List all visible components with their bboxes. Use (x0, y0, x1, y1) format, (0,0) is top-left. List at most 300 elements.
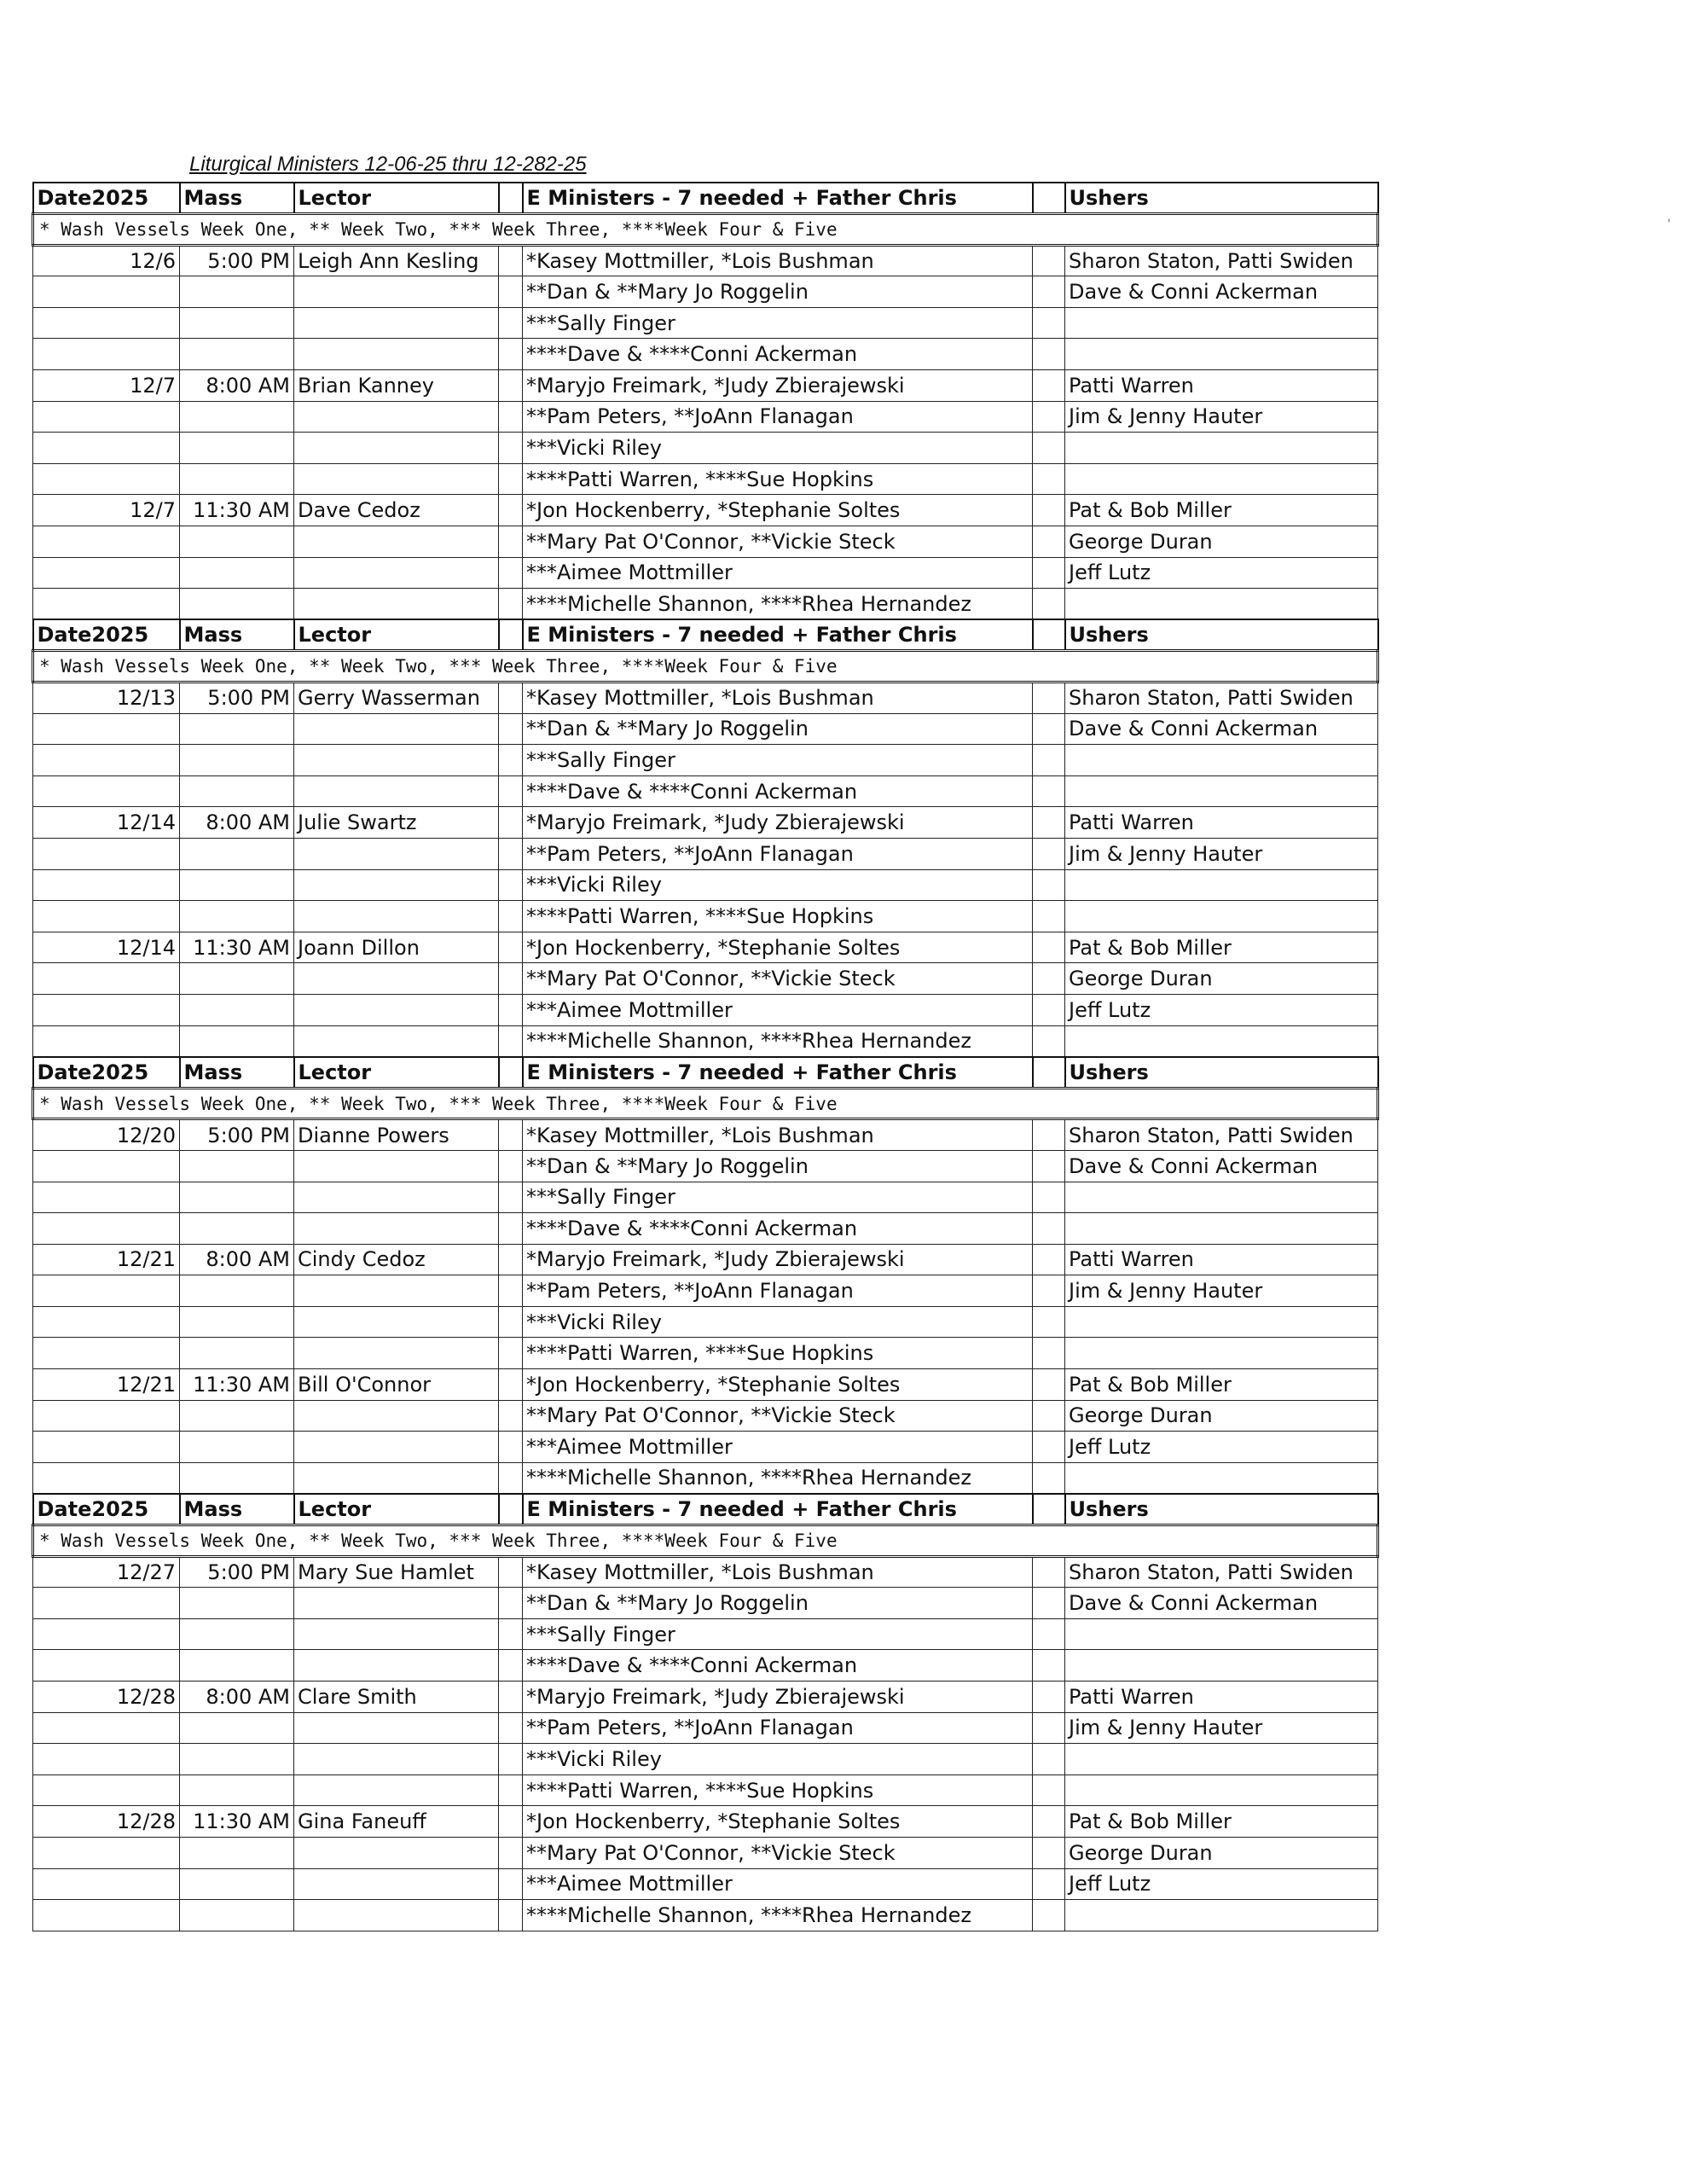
header-mass: Mass (180, 1494, 294, 1525)
empty-cell (294, 276, 499, 308)
mass-date: 12/27 (33, 1556, 180, 1588)
minister-names: *Jon Hockenberry, *Stephanie Soltes (523, 1806, 1033, 1838)
usher-names (1065, 1338, 1378, 1369)
header-lector: Lector (294, 1494, 499, 1525)
minister-names: ****Dave & ****Conni Ackerman (523, 339, 1033, 370)
minister-names: *Jon Hockenberry, *Stephanie Soltes (523, 1369, 1033, 1401)
mass-time: 5:00 PM (180, 682, 294, 714)
minister-names: ***Sally Finger (523, 307, 1033, 339)
spacer-cell (499, 1837, 523, 1868)
usher-names (1065, 1462, 1378, 1494)
minister-names: *Maryjo Freimark, *Judy Zbierajewski (523, 1244, 1033, 1275)
minister-names: **Pam Peters, **JoAnn Flanagan (523, 1275, 1033, 1307)
spacer-cell (499, 994, 523, 1025)
usher-names: Patti Warren (1065, 807, 1378, 839)
empty-cell (180, 1744, 294, 1775)
mass-time: 11:30 AM (180, 1369, 294, 1401)
spacer-cell (1033, 1338, 1065, 1369)
spacer-cell (499, 1182, 523, 1213)
table-row (33, 401, 1378, 433)
empty-cell (180, 1182, 294, 1213)
header-spacer (1033, 619, 1065, 651)
empty-cell (33, 463, 180, 495)
minister-names: ***Aimee Mottmiller (523, 1868, 1033, 1900)
empty-cell (33, 307, 180, 339)
minister-names: ****Patti Warren, ****Sue Hopkins (523, 901, 1033, 932)
header-ministers: E Ministers - 7 needed + Father Chris (523, 183, 1033, 214)
mass-date: 12/7 (33, 370, 180, 402)
usher-names (1065, 1774, 1378, 1806)
table-row (33, 963, 1378, 995)
empty-cell (180, 901, 294, 932)
spacer-cell (1033, 994, 1065, 1025)
usher-names (1065, 745, 1378, 776)
empty-cell (294, 589, 499, 620)
empty-cell (180, 1774, 294, 1806)
table-row (33, 589, 1378, 620)
header-ushers: Ushers (1065, 183, 1378, 214)
table-row (33, 1806, 1378, 1838)
empty-cell (180, 276, 294, 308)
usher-names: Pat & Bob Miller (1065, 1806, 1378, 1838)
minister-names: **Mary Pat O'Connor, **Vickie Steck (523, 963, 1033, 995)
empty-cell (294, 1900, 499, 1931)
empty-cell (294, 775, 499, 807)
spacer-cell (499, 682, 523, 714)
usher-names (1065, 775, 1378, 807)
table-row (33, 557, 1378, 589)
minister-names: ***Sally Finger (523, 1182, 1033, 1213)
spacer-cell (1033, 1900, 1065, 1931)
lector-name: Joann Dillon (294, 932, 499, 963)
minister-names: ****Dave & ****Conni Ackerman (523, 775, 1033, 807)
empty-cell (294, 1025, 499, 1057)
table-row (33, 713, 1378, 745)
table-row (33, 1275, 1378, 1307)
usher-names: Sharon Staton, Patti Swiden (1065, 245, 1378, 276)
empty-cell (180, 1025, 294, 1057)
spacer-cell (499, 869, 523, 901)
lector-name: Gerry Wasserman (294, 682, 499, 714)
empty-cell (180, 1275, 294, 1307)
empty-cell (180, 1213, 294, 1245)
empty-cell (180, 589, 294, 620)
usher-names (1065, 1618, 1378, 1650)
spacer-cell (499, 1618, 523, 1650)
empty-cell (180, 963, 294, 995)
mass-time: 8:00 AM (180, 1244, 294, 1275)
mass-date: 12/28 (33, 1806, 180, 1838)
empty-cell (180, 1618, 294, 1650)
usher-names: Jim & Jenny Hauter (1065, 1712, 1378, 1744)
empty-cell (294, 1182, 499, 1213)
empty-cell (180, 713, 294, 745)
empty-cell (294, 1338, 499, 1369)
table-row (33, 869, 1378, 901)
minister-names: ****Dave & ****Conni Ackerman (523, 1650, 1033, 1682)
empty-cell (180, 1588, 294, 1619)
empty-cell (33, 1900, 180, 1931)
empty-cell (294, 1837, 499, 1868)
spacer-cell (1033, 1774, 1065, 1806)
wash-vessels-note-row (33, 1525, 1378, 1557)
table-row (33, 1682, 1378, 1713)
page-title: Liturgical Ministers 12-06-25 thru 12-282-25 (189, 153, 587, 176)
minister-names: ***Vicki Riley (523, 869, 1033, 901)
minister-names: **Pam Peters, **JoAnn Flanagan (523, 401, 1033, 433)
spacer-cell (1033, 1618, 1065, 1650)
table-row (33, 1150, 1378, 1182)
spacer-cell (1033, 713, 1065, 745)
spacer-cell (499, 339, 523, 370)
spacer-cell (499, 1806, 523, 1838)
table-row (33, 994, 1378, 1025)
empty-cell (33, 433, 180, 464)
usher-names: Dave & Conni Ackerman (1065, 713, 1378, 745)
empty-cell (294, 1774, 499, 1806)
empty-cell (180, 401, 294, 433)
usher-names: George Duran (1065, 1400, 1378, 1432)
spacer-cell (1033, 807, 1065, 839)
lector-name: Julie Swartz (294, 807, 499, 839)
spacer-cell (499, 838, 523, 869)
lector-name: Brian Kanney (294, 370, 499, 402)
empty-cell (33, 869, 180, 901)
minister-names: ****Patti Warren, ****Sue Hopkins (523, 463, 1033, 495)
usher-names (1065, 1900, 1378, 1931)
table-row (33, 1712, 1378, 1744)
empty-cell (180, 775, 294, 807)
spacer-cell (499, 1900, 523, 1931)
spacer-cell (1033, 276, 1065, 308)
header-mass: Mass (180, 183, 294, 214)
empty-cell (180, 745, 294, 776)
empty-cell (180, 1462, 294, 1494)
usher-names: Pat & Bob Miller (1065, 495, 1378, 526)
minister-names: ****Patti Warren, ****Sue Hopkins (523, 1338, 1033, 1369)
spacer-cell (499, 1556, 523, 1588)
header-ushers: Ushers (1065, 619, 1378, 651)
table-row (33, 807, 1378, 839)
spacer-cell (499, 1744, 523, 1775)
table-row (33, 1369, 1378, 1401)
header-ministers: E Ministers - 7 needed + Father Chris (523, 619, 1033, 651)
empty-cell (294, 1400, 499, 1432)
spacer-cell (1033, 838, 1065, 869)
table-row (33, 682, 1378, 714)
usher-names: Dave & Conni Ackerman (1065, 276, 1378, 308)
header-row (33, 1494, 1378, 1525)
usher-names: George Duran (1065, 963, 1378, 995)
empty-cell (294, 745, 499, 776)
wash-vessels-note-row (33, 651, 1378, 682)
table-row (33, 775, 1378, 807)
empty-cell (294, 838, 499, 869)
empty-cell (294, 1588, 499, 1619)
empty-cell (180, 463, 294, 495)
empty-cell (294, 713, 499, 745)
lector-name: Bill O'Connor (294, 1369, 499, 1401)
spacer-cell (1033, 1650, 1065, 1682)
spacer-cell (499, 401, 523, 433)
empty-cell (33, 1618, 180, 1650)
lector-name: Dianne Powers (294, 1119, 499, 1151)
table-row (33, 276, 1378, 308)
usher-names (1065, 433, 1378, 464)
empty-cell (33, 401, 180, 433)
empty-cell (294, 963, 499, 995)
empty-cell (180, 1868, 294, 1900)
minister-names: **Pam Peters, **JoAnn Flanagan (523, 1712, 1033, 1744)
spacer-cell (499, 589, 523, 620)
minister-names: *Maryjo Freimark, *Judy Zbierajewski (523, 1682, 1033, 1713)
wash-vessels-note-row (33, 1088, 1378, 1119)
empty-cell (33, 1462, 180, 1494)
spacer-cell (1033, 1275, 1065, 1307)
spacer-cell (499, 1400, 523, 1432)
header-lector: Lector (294, 183, 499, 214)
minister-names: ***Vicki Riley (523, 1744, 1033, 1775)
empty-cell (180, 1306, 294, 1338)
empty-cell (294, 401, 499, 433)
schedule-table (32, 182, 1379, 1931)
empty-cell (33, 901, 180, 932)
empty-cell (294, 1618, 499, 1650)
spacer-cell (1033, 963, 1065, 995)
empty-cell (180, 1712, 294, 1744)
header-mass: Mass (180, 1057, 294, 1089)
table-row (33, 932, 1378, 963)
spacer-cell (1033, 1744, 1065, 1775)
spacer-cell (499, 713, 523, 745)
empty-cell (294, 433, 499, 464)
empty-cell (180, 307, 294, 339)
spacer-cell (1033, 307, 1065, 339)
spacer-cell (499, 463, 523, 495)
header-row (33, 619, 1378, 651)
empty-cell (180, 1837, 294, 1868)
usher-names: Jeff Lutz (1065, 1432, 1378, 1463)
empty-cell (294, 307, 499, 339)
usher-names: Patti Warren (1065, 370, 1378, 402)
empty-cell (294, 463, 499, 495)
empty-cell (33, 1432, 180, 1463)
mass-date: 12/7 (33, 495, 180, 526)
table-row (33, 901, 1378, 932)
table-row (33, 1650, 1378, 1682)
header-spacer (499, 183, 523, 214)
mass-time: 11:30 AM (180, 1806, 294, 1838)
minister-names: **Dan & **Mary Jo Roggelin (523, 1150, 1033, 1182)
spacer-cell (1033, 495, 1065, 526)
mass-date: 12/28 (33, 1682, 180, 1713)
spacer-cell (499, 1306, 523, 1338)
table-row (33, 495, 1378, 526)
empty-cell (180, 994, 294, 1025)
lector-name: Mary Sue Hamlet (294, 1556, 499, 1588)
header-ushers: Ushers (1065, 1494, 1378, 1525)
usher-names (1065, 463, 1378, 495)
schedule-body (33, 183, 1378, 1931)
spacer-cell (1033, 745, 1065, 776)
spacer-cell (499, 901, 523, 932)
mass-date: 12/14 (33, 932, 180, 963)
empty-cell (294, 1744, 499, 1775)
empty-cell (294, 1306, 499, 1338)
empty-cell (294, 1150, 499, 1182)
empty-cell (294, 1712, 499, 1744)
empty-cell (294, 1213, 499, 1245)
minister-names: *Kasey Mottmiller, *Lois Bushman (523, 245, 1033, 276)
spacer-cell (499, 1213, 523, 1245)
usher-names: Jeff Lutz (1065, 557, 1378, 589)
empty-cell (33, 994, 180, 1025)
usher-names (1065, 1306, 1378, 1338)
empty-cell (33, 1837, 180, 1868)
empty-cell (33, 526, 180, 558)
empty-cell (180, 339, 294, 370)
spacer-cell (1033, 433, 1065, 464)
table-row (33, 1432, 1378, 1463)
mass-time: 5:00 PM (180, 1119, 294, 1151)
lector-name: Dave Cedoz (294, 495, 499, 526)
header-spacer (1033, 183, 1065, 214)
spacer-cell (499, 807, 523, 839)
empty-cell (33, 1400, 180, 1432)
table-row (33, 1338, 1378, 1369)
header-spacer (499, 1494, 523, 1525)
table-row (33, 1900, 1378, 1931)
spacer-cell (499, 1119, 523, 1151)
spacer-cell (499, 932, 523, 963)
spacer-cell (1033, 463, 1065, 495)
empty-cell (33, 1868, 180, 1900)
header-spacer (499, 1057, 523, 1089)
minister-names: ****Michelle Shannon, ****Rhea Hernandez (523, 1462, 1033, 1494)
minister-names: ***Sally Finger (523, 1618, 1033, 1650)
spacer-cell (1033, 1588, 1065, 1619)
spacer-cell (1033, 1244, 1065, 1275)
mass-date: 12/14 (33, 807, 180, 839)
table-row (33, 745, 1378, 776)
minister-names: *Kasey Mottmiller, *Lois Bushman (523, 1119, 1033, 1151)
spacer-cell (1033, 370, 1065, 402)
minister-names: *Kasey Mottmiller, *Lois Bushman (523, 1556, 1033, 1588)
empty-cell (33, 339, 180, 370)
spacer-cell (1033, 589, 1065, 620)
empty-cell (33, 1650, 180, 1682)
header-mass: Mass (180, 619, 294, 651)
empty-cell (33, 745, 180, 776)
empty-cell (180, 1338, 294, 1369)
empty-cell (294, 1432, 499, 1463)
usher-names (1065, 869, 1378, 901)
header-lector: Lector (294, 619, 499, 651)
minister-names: **Pam Peters, **JoAnn Flanagan (523, 838, 1033, 869)
header-ministers: E Ministers - 7 needed + Father Chris (523, 1494, 1033, 1525)
minister-names: ****Michelle Shannon, ****Rhea Hernandez (523, 1900, 1033, 1931)
spacer-cell (499, 370, 523, 402)
table-row (33, 370, 1378, 402)
spacer-cell (499, 745, 523, 776)
usher-names (1065, 1650, 1378, 1682)
usher-names: Jim & Jenny Hauter (1065, 838, 1378, 869)
table-row (33, 1744, 1378, 1775)
spacer-cell (1033, 339, 1065, 370)
usher-names: Patti Warren (1065, 1682, 1378, 1713)
empty-cell (180, 1400, 294, 1432)
spacer-cell (499, 1025, 523, 1057)
spacer-cell (1033, 682, 1065, 714)
empty-cell (33, 1306, 180, 1338)
spacer-cell (1033, 775, 1065, 807)
spacer-cell (499, 245, 523, 276)
empty-cell (180, 1900, 294, 1931)
spacer-cell (1033, 1806, 1065, 1838)
table-row (33, 1400, 1378, 1432)
spacer-cell (1033, 1150, 1065, 1182)
empty-cell (33, 1150, 180, 1182)
spacer-cell (1033, 901, 1065, 932)
mass-time: 5:00 PM (180, 245, 294, 276)
table-row (33, 1025, 1378, 1057)
spacer-cell (499, 526, 523, 558)
mass-date: 12/21 (33, 1244, 180, 1275)
spacer-cell (1033, 1462, 1065, 1494)
table-row (33, 1868, 1378, 1900)
empty-cell (294, 557, 499, 589)
header-spacer (499, 619, 523, 651)
spacer-cell (1033, 1306, 1065, 1338)
header-date: Date2025 (33, 1494, 180, 1525)
spacer-cell (1033, 1025, 1065, 1057)
spacer-cell (499, 963, 523, 995)
empty-cell (33, 589, 180, 620)
spacer-cell (1033, 1182, 1065, 1213)
table-row (33, 463, 1378, 495)
usher-names: Sharon Staton, Patti Swiden (1065, 1556, 1378, 1588)
lector-name: Leigh Ann Kesling (294, 245, 499, 276)
table-row (33, 1213, 1378, 1245)
empty-cell (33, 1588, 180, 1619)
spacer-cell (499, 1462, 523, 1494)
table-row (33, 1462, 1378, 1494)
mass-date: 12/13 (33, 682, 180, 714)
mass-date: 12/6 (33, 245, 180, 276)
empty-cell (33, 775, 180, 807)
usher-names (1065, 307, 1378, 339)
empty-cell (33, 1774, 180, 1806)
header-row (33, 183, 1378, 214)
table-row (33, 307, 1378, 339)
empty-cell (33, 1712, 180, 1744)
empty-cell (33, 1275, 180, 1307)
spacer-cell (1033, 401, 1065, 433)
spacer-cell (499, 557, 523, 589)
empty-cell (180, 526, 294, 558)
minister-names: **Dan & **Mary Jo Roggelin (523, 713, 1033, 745)
table-row (33, 526, 1378, 558)
spacer-cell (499, 1150, 523, 1182)
empty-cell (294, 1650, 499, 1682)
usher-names (1065, 339, 1378, 370)
header-ministers: E Ministers - 7 needed + Father Chris (523, 1057, 1033, 1089)
spacer-cell (1033, 1432, 1065, 1463)
table-row (33, 1837, 1378, 1868)
header-date: Date2025 (33, 1057, 180, 1089)
mass-time: 5:00 PM (180, 1556, 294, 1588)
wash-vessels-note: * Wash Vessels Week One, ** Week Two, *** Week Three, ****Week Four & Five (33, 1088, 1378, 1119)
